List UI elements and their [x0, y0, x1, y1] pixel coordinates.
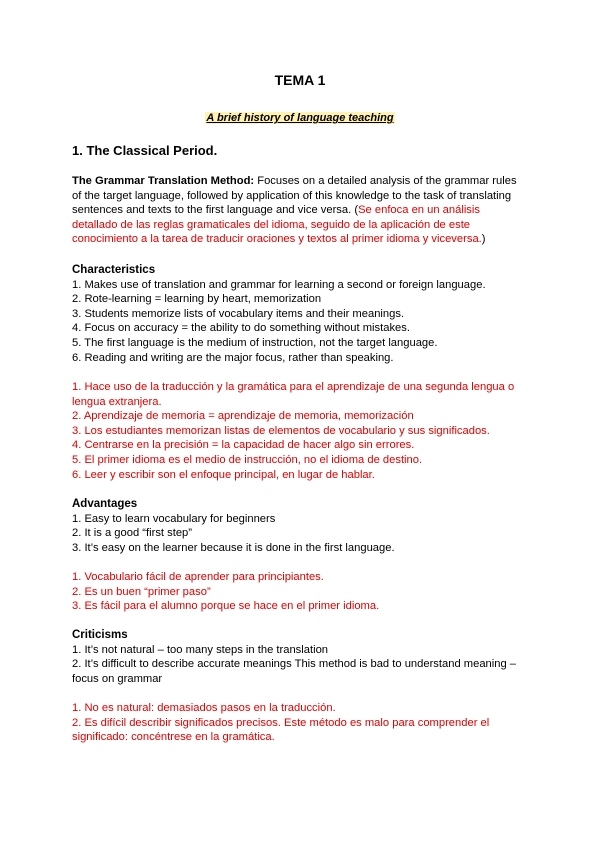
criticisms-en-block [72, 628, 528, 686]
criticisms-es-block [72, 701, 528, 745]
intro-text-en: Focuses on a detailed analysis of the grammar rules of the target language, followed by application of this knowledge to the task of translating sentences and texts to the first language and vice versa. ( [72, 175, 517, 217]
list-item: 3. Los estudiantes memorizan listas de elementos de vocabulario y sus significados. [72, 424, 490, 437]
list-item: 3. It’s easy on the learner because it is done in the first language. [72, 541, 395, 554]
characteristics-heading: Characteristics [72, 264, 156, 276]
list-item: 5. El primer idioma es el medio de instrucción, no el idioma de destino. [72, 453, 423, 466]
list-item: 1. Makes use of translation and grammar for learning a second or foreign language. [72, 278, 486, 291]
list-item: 1. It’s not natural – too many steps in the translation [72, 643, 329, 656]
criticisms-heading: Criticisms [72, 629, 128, 641]
intro-text-close: ) [481, 233, 486, 246]
list-item: 4. Centrarse en la precisión = la capacidad de hacer algo sin errores. [72, 439, 415, 452]
list-item: 1. Vocabulario fácil de aprender para principiantes. [72, 571, 324, 583]
list-item: 3. Students memorize lists of vocabulary items and their meanings. [72, 307, 405, 320]
advantages-heading: Advantages [72, 498, 138, 510]
list-item: 1. Easy to learn vocabulary for beginners [72, 512, 276, 525]
advantages-en-block [72, 497, 528, 555]
page-subtitle: A brief history of language teaching [206, 112, 394, 124]
intro-paragraph [72, 174, 528, 247]
intro-label: The Grammar Translation Method: [72, 175, 255, 187]
list-item: 2. It is a good “first step” [72, 527, 193, 540]
list-item: 2. It’s difficult to describe accurate meanings This method is bad to understand meaning –focus on grammar [72, 658, 517, 685]
characteristics-en-block [72, 263, 528, 365]
list-item: 3. Es fácil para el alumno porque se hace en el primer idioma. [72, 600, 380, 613]
list-item: 2. Es un buen “primer paso” [72, 585, 211, 598]
list-item: 2. Es difícil describir significados precisos. Este método es malo para comprender el significado: concéntrese en la gramática. [72, 716, 490, 744]
list-item: 2. Rote-learning = learning by heart, memorization [72, 293, 322, 306]
characteristics-es-block [72, 380, 528, 482]
list-item: 6. Leer y escribir son el enfoque principal, en lugar de hablar. [72, 468, 375, 481]
list-item: 1. No es natural: demasiados pasos en la traducción. [72, 702, 336, 714]
section-heading: 1. The Classical Period. [72, 143, 218, 158]
list-item: 6. Reading and writing are the major focus, rather than speaking. [72, 351, 394, 364]
list-item: 4. Focus on accuracy = the ability to do something without mistakes. [72, 322, 410, 335]
advantages-es-block [72, 570, 528, 614]
intro-text-es: Se enfoca en un análisis detallado de las reglas gramaticales del idioma, seguido de la aplicación de este conocimiento a la tarea de traducir oraciones y textos al primer idioma y viceversa. [72, 204, 482, 246]
list-item: 1. Hace uso de la traducción y la gramática para el aprendizaje de una segunda lengua o lengua extranjera. [72, 381, 515, 408]
subtitle-wrapper [0, 108, 600, 126]
page-title: TEMA 1 [274, 72, 326, 88]
list-item: 5. The first language is the medium of instruction, not the target language. [72, 336, 438, 349]
list-item: 2. Aprendizaje de memoria = aprendizaje de memoria, memorización [72, 410, 414, 423]
